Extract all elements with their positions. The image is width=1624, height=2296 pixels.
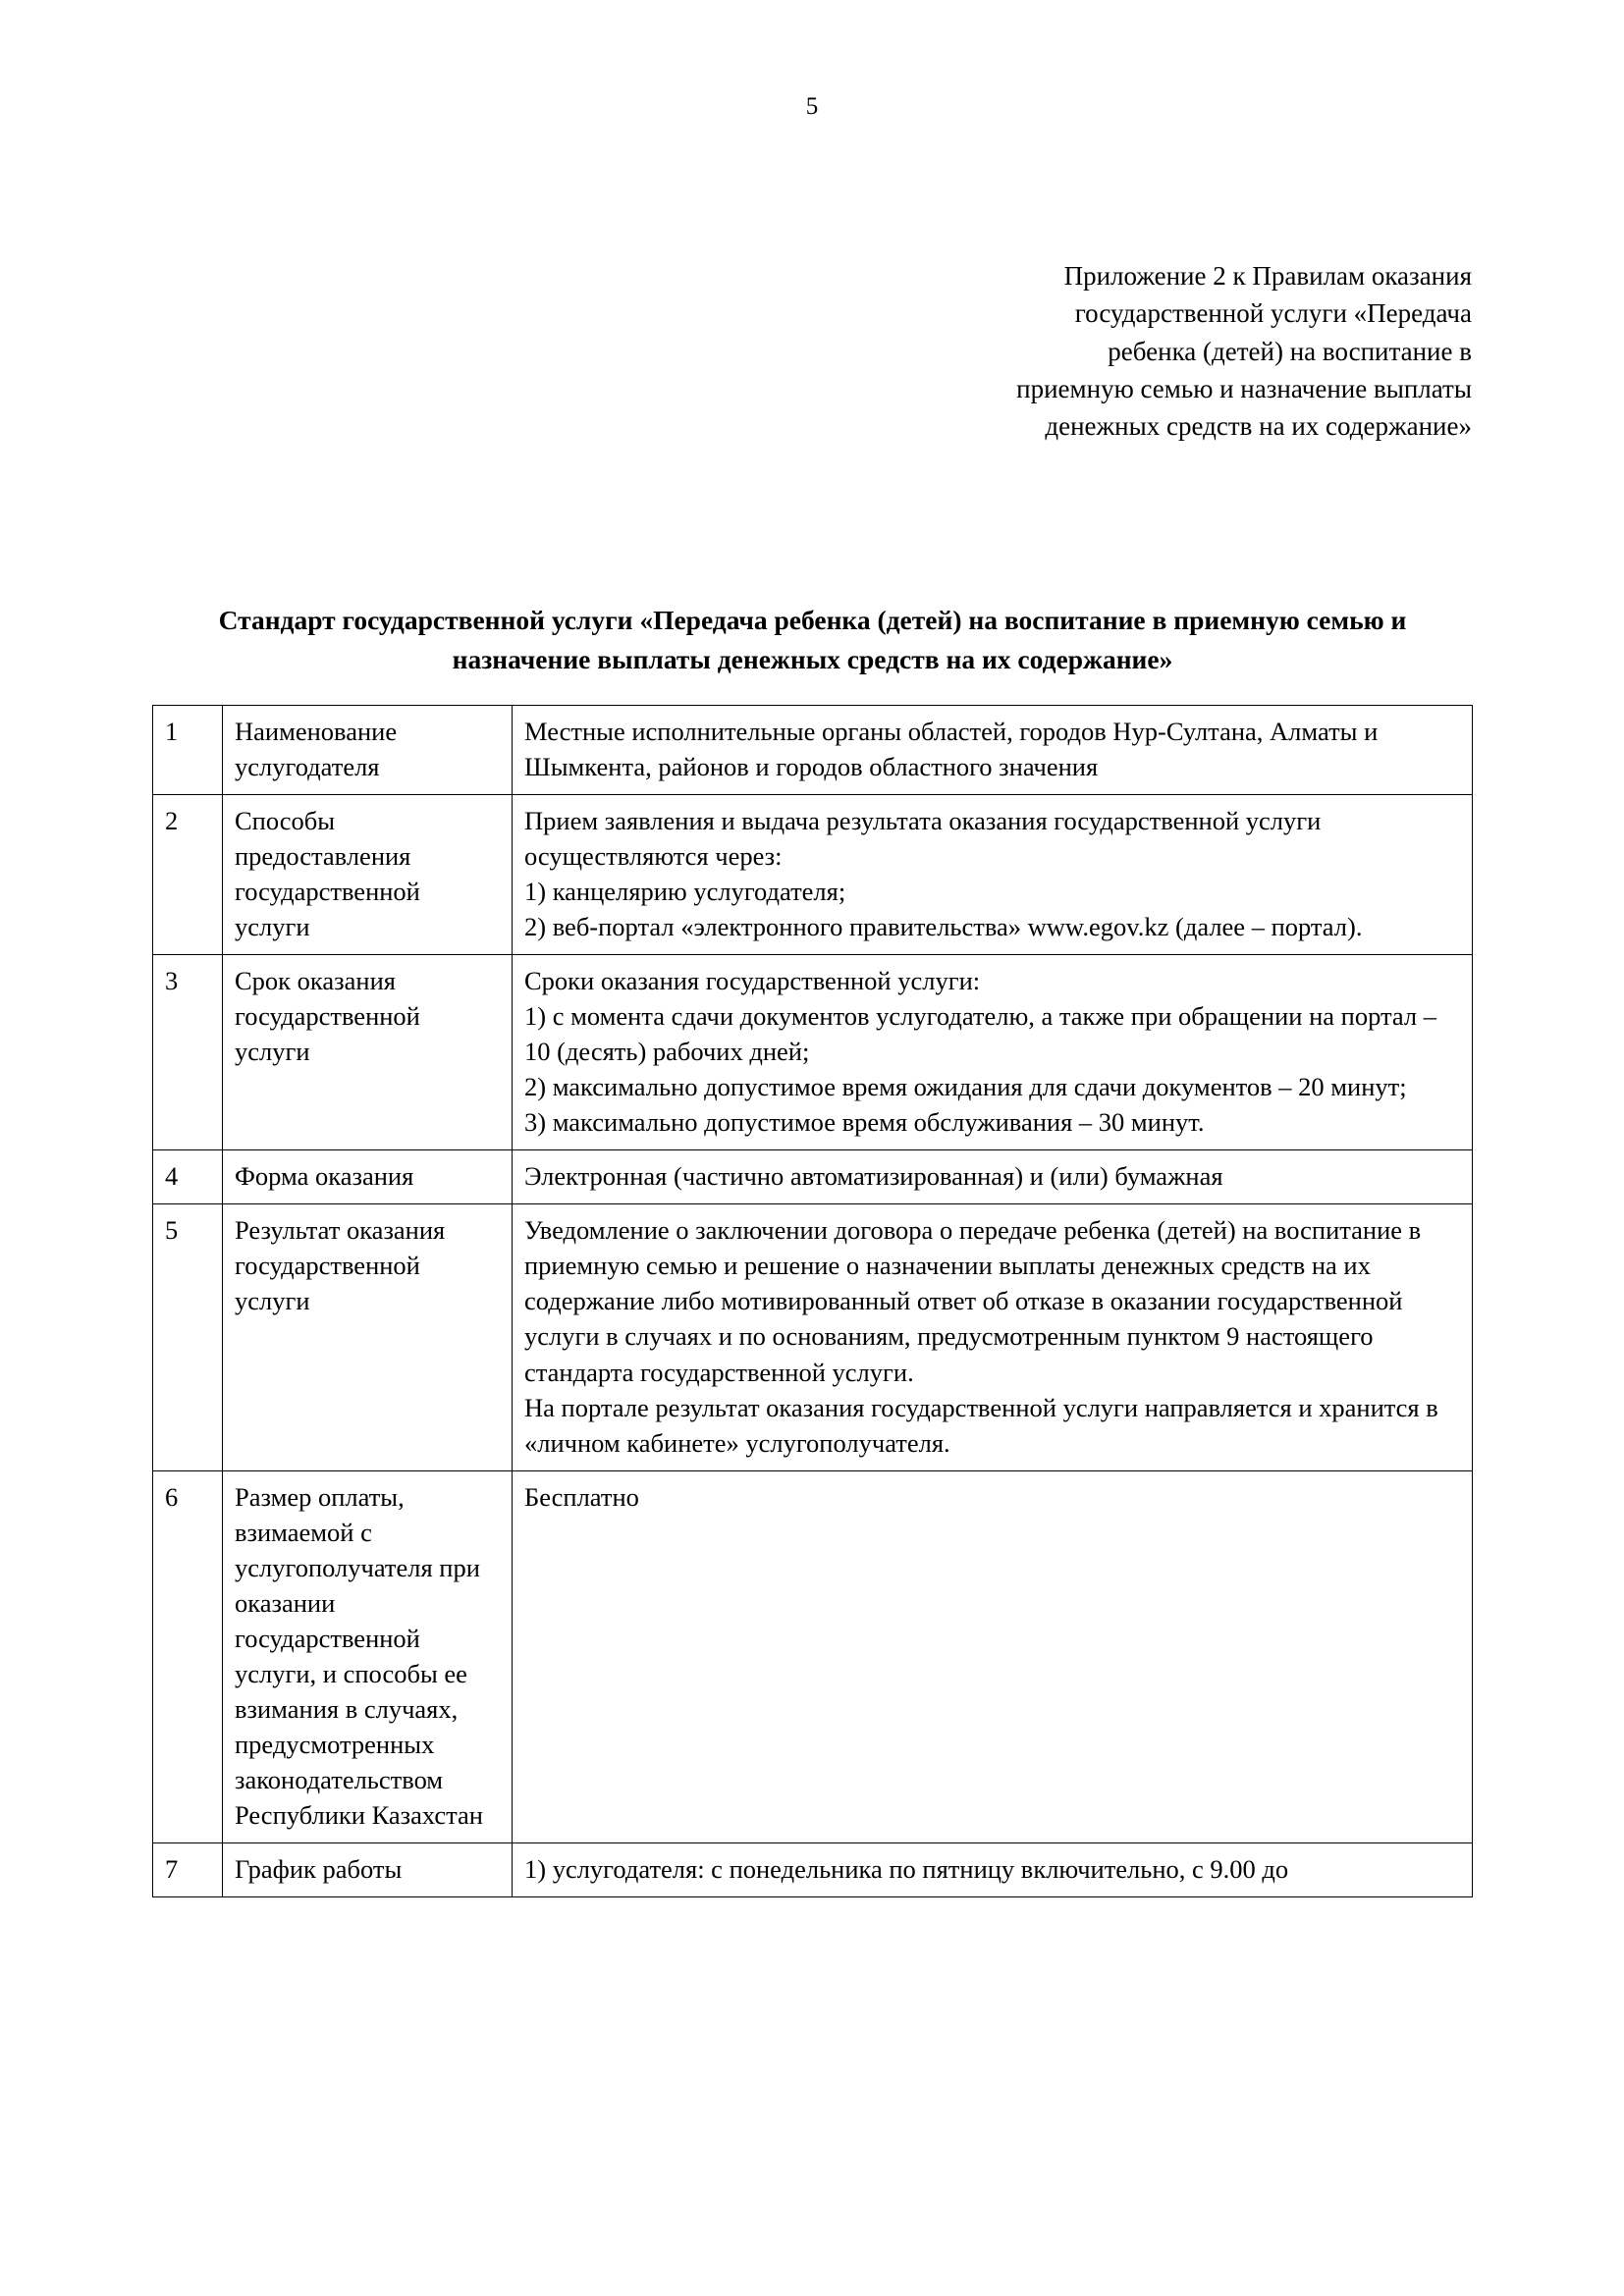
table-row: [153, 1470, 1473, 1842]
row-number: 2: [153, 795, 223, 955]
service-standard-table: [152, 705, 1473, 1897]
table-row: [153, 706, 1473, 795]
row-label: Результат оказания государственной услуги: [223, 1204, 513, 1470]
row-number: 6: [153, 1470, 223, 1842]
row-label: Срок оказания государственной услуги: [223, 955, 513, 1150]
row-value-line: 1) канцелярию услугодателя;: [524, 877, 846, 907]
row-value: [513, 795, 1473, 955]
row-value: [513, 955, 1473, 1150]
row-value-line: 1) с момента сдачи документов услугодателю, а также при обращении на портал – 10 (десять) рабочих дней;: [524, 1001, 1437, 1067]
row-number: 1: [153, 706, 223, 795]
page-number: 5: [805, 93, 819, 120]
row-value: Бесплатно: [513, 1470, 1473, 1842]
row-label: Наименование услугодателя: [223, 706, 513, 795]
row-number: 4: [153, 1150, 223, 1204]
row-value-line: 3) максимально допустимое время обслуживания – 30 минут.: [524, 1107, 1205, 1138]
row-value: 1) услугодателя: с понедельника по пятницу включительно, с 9.00 до: [513, 1842, 1473, 1896]
row-value-line: 2) максимально допустимое время ожидания для сдачи документов – 20 минут;: [524, 1072, 1407, 1102]
row-value-line: Уведомление о заключении договора о передаче ребенка (детей) на воспитание в приемную семью и решение о назначении выплаты денежных средств на их содержание либо мотивированный ответ об отказе в оказании государственной услуги в случаях и по основаниям, предусмотренным пунктом 9 настоящего стандарта государственной услуги.: [524, 1215, 1422, 1387]
table-row: [153, 1150, 1473, 1204]
row-value-line: 2) веб-портал «электронного правительства» www.egov.kz (далее – портал).: [524, 912, 1363, 942]
row-label: График работы: [223, 1842, 513, 1896]
table-row: [153, 1842, 1473, 1896]
row-value: [513, 1204, 1473, 1470]
table-row: [153, 1204, 1473, 1470]
table-row: [153, 795, 1473, 955]
page-title: Стандарт государственной услуги «Передача ребенка (детей) на воспитание в приемную семью и назначение выплаты денежных средств на их содержание»: [218, 605, 1407, 674]
appendix-reference: Приложение 2 к Правилам оказания государственной услуги «Передача ребенка (детей) на воспитание в приемную семью и назначение выплаты денежных средств на их содержание»: [1016, 261, 1472, 442]
row-value-line: Сроки оказания государственной услуги:: [524, 966, 981, 996]
row-number: 3: [153, 955, 223, 1150]
row-value: Электронная (частично автоматизированная) и (или) бумажная: [513, 1150, 1473, 1204]
row-label: Способы предоставления государственной услуги: [223, 795, 513, 955]
table-row: [153, 955, 1473, 1150]
row-label: Размер оплаты, взимаемой с услугополучателя при оказании государственной услуги, и способы ее взимания в случаях, предусмотренных законодательством Республики Казахстан: [223, 1470, 513, 1842]
row-number: 7: [153, 1842, 223, 1896]
row-value: Местные исполнительные органы областей, городов Нур-Султана, Алматы и Шымкента, районов и городов областного значения: [513, 706, 1473, 795]
row-label: Форма оказания: [223, 1150, 513, 1204]
row-number: 5: [153, 1204, 223, 1470]
row-value-line: Прием заявления и выдача результата оказания государственной услуги осуществляются через:: [524, 806, 1322, 872]
row-value-line: На портале результат оказания государственной услуги направляется и хранится в «личном кабинете» услугополучателя.: [524, 1392, 1438, 1458]
